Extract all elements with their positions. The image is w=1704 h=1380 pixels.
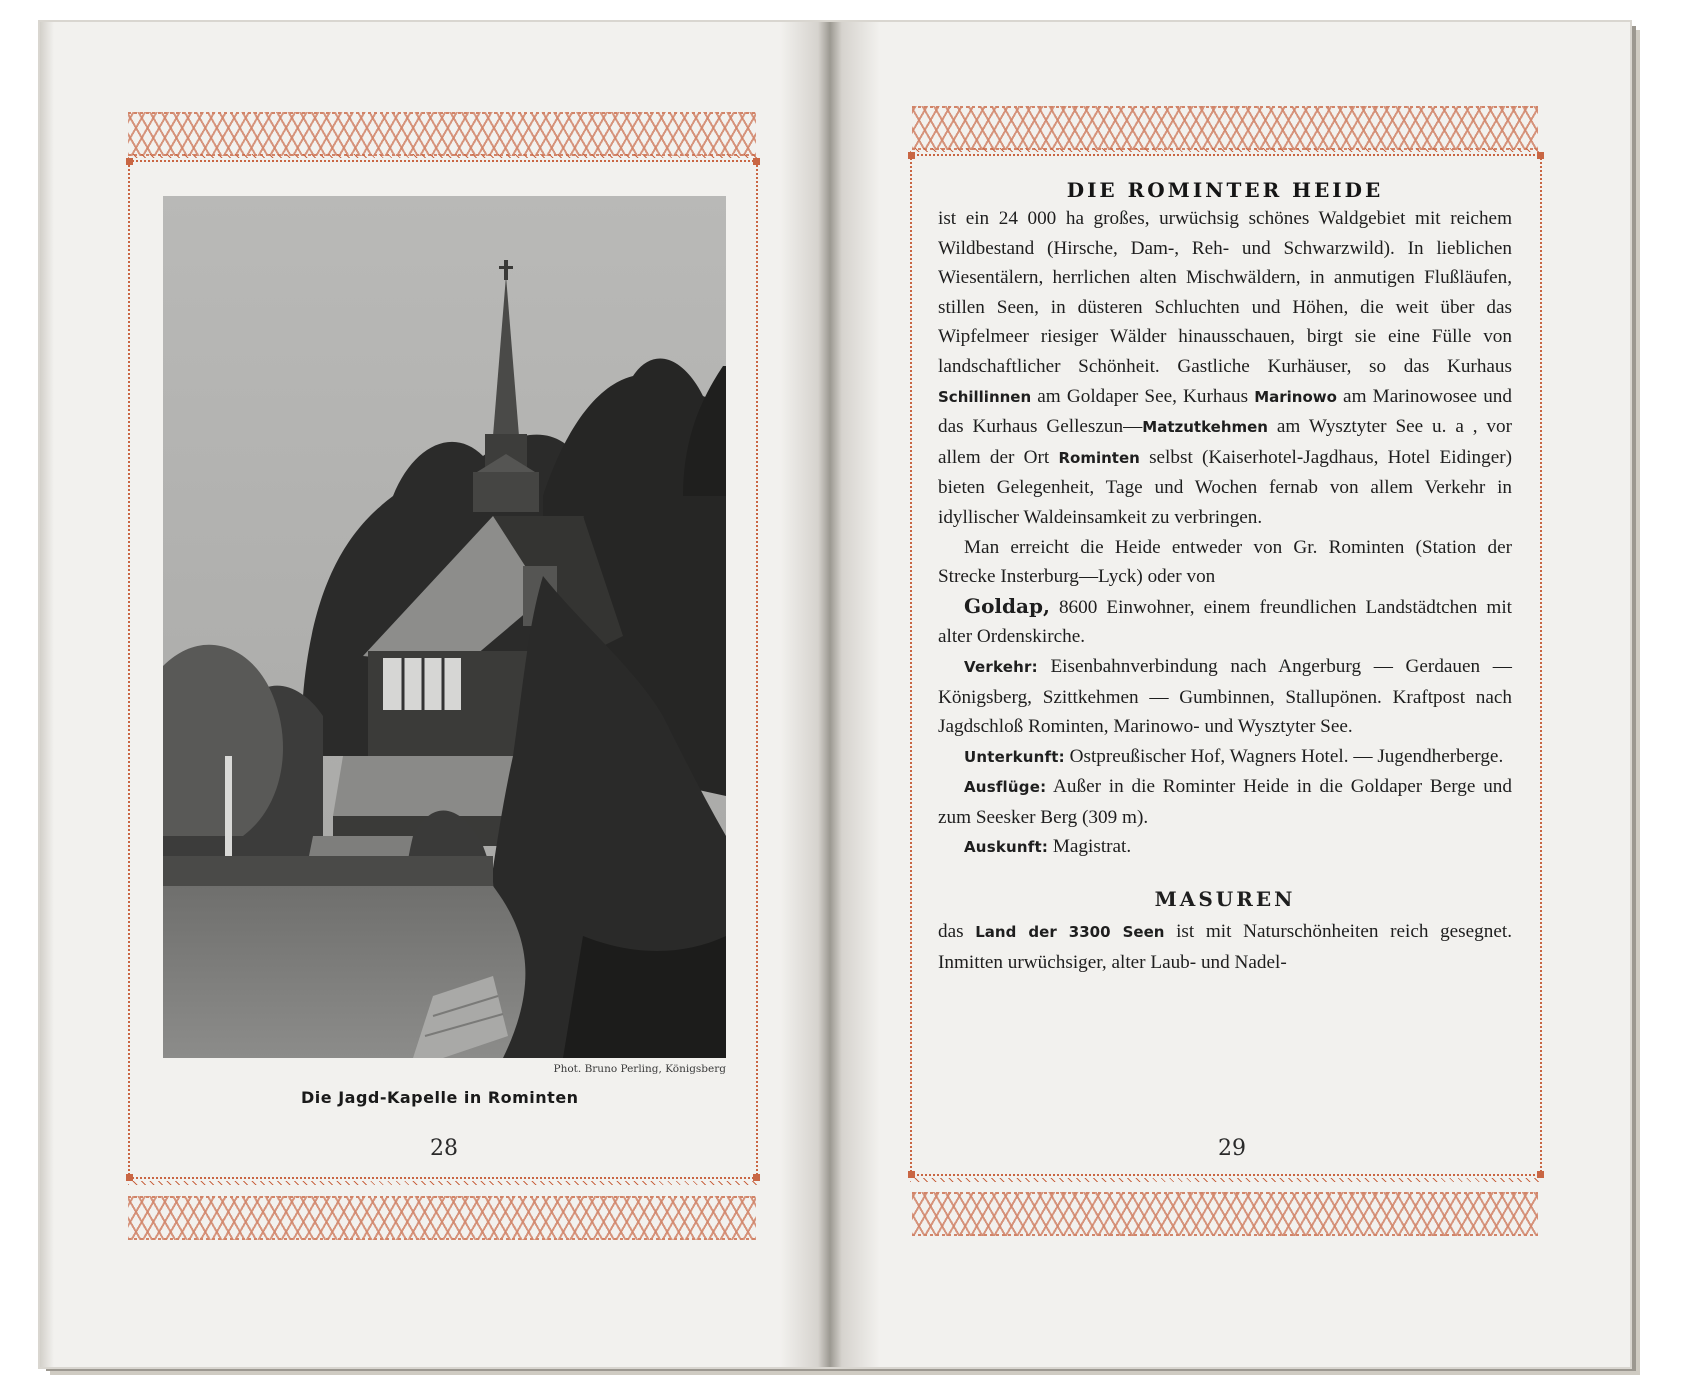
chapel-photo-image: [163, 196, 726, 1058]
frame-corner: [908, 1171, 915, 1178]
frame-corner: [126, 158, 133, 165]
place-name: Rominten: [1058, 448, 1140, 467]
paragraph-goldap: [938, 592, 1512, 652]
section-title-rominter-heide: DIE ROMINTER HEIDE: [1066, 178, 1384, 202]
info-unterkunft: [938, 742, 1512, 773]
text-run: selbst (Kaiserhotel-Jagdhaus, Hotel Eidinger) bieten Gelegenheit, Tage und Wochen fernab von allem Verkehr in idyllischer Waldeinsamkeit zu verbringen.: [938, 446, 1513, 528]
info-text: Eisenbahnverbindung nach Angerburg — Gerdauen — Königsberg, Szittkehmen — Gumbinnen, Stallupönen. Kraftpost nach Jagdschloß Rominten, Marinowo- und Wysztyter See.: [938, 655, 1512, 738]
frame-corner: [753, 158, 760, 165]
frame-corner: [753, 1174, 760, 1181]
frame-corner: [126, 1174, 133, 1181]
frame-corner: [1537, 152, 1544, 159]
paragraph-rominter-heide: [938, 204, 1512, 533]
info-label: Auskunft:: [964, 838, 1049, 857]
info-text: Außer in die Rominter Heide in die Goldaper Berge und zum Seesker Berg (309 m).: [938, 776, 1512, 828]
text-run: 8600 Einwohner, einem freundlichen Landstädtchen mit alter Ordenskirche.: [938, 596, 1512, 648]
book-gutter: [780, 22, 880, 1367]
info-text: Ostpreußischer Hof, Wagners Hotel. — Jugendherberge.: [1064, 745, 1504, 767]
info-verkehr: [938, 652, 1512, 742]
info-label: Ausflüge:: [964, 778, 1047, 797]
place-name: Matzutkehmen: [1142, 418, 1268, 437]
page-number-left: 28: [430, 1136, 458, 1161]
text-run: am Goldaper See, Kurhaus: [1031, 385, 1255, 407]
text-run: am Wysztyter See u. a , vor allem der Ort: [938, 416, 1512, 468]
frame-corner: [908, 152, 915, 159]
info-label: Unterkunft:: [964, 747, 1065, 766]
paragraph-masuren: [938, 917, 1512, 977]
chapel-photo: [163, 196, 726, 1058]
info-label: Verkehr:: [964, 657, 1038, 676]
text-run: ist mit Naturschönheiten reich gesegnet. Inmitten urwüchsiger, alter Laub- und Nadel-: [938, 921, 1512, 973]
section-title-masuren: MASUREN: [1154, 887, 1296, 912]
photo-credit: Phot. Bruno Perling, Königsberg: [553, 1063, 726, 1075]
paragraph-reach: Man erreicht die Heide entweder von Gr. Rominten (Station der Strecke Insterburg—Lyck) oder von: [938, 536, 1512, 588]
bottom-ornament-left: [128, 1196, 756, 1240]
bottom-ornament-right: [912, 1192, 1538, 1236]
info-text: Magistrat.: [1048, 836, 1132, 858]
town-name-goldap: Goldap,: [964, 593, 1050, 618]
info-auskunft: [938, 832, 1512, 863]
top-ornament-left: [128, 112, 756, 156]
text-run: am Marinowosee und das Kurhaus Gelleszun—: [938, 385, 1512, 438]
highlight-land-der-seen: Land der 3300 Seen: [975, 923, 1165, 942]
frame-corner: [1537, 1171, 1544, 1178]
top-ornament-right: [912, 106, 1538, 150]
place-name: Marinowo: [1254, 387, 1337, 406]
book-left-shadow: [40, 22, 54, 1367]
page-number-right: 29: [1218, 1136, 1246, 1161]
place-name: Schillinnen: [938, 387, 1032, 406]
text-run: das: [938, 921, 976, 943]
right-page-text: [938, 176, 1512, 977]
info-ausfluege: [938, 772, 1512, 832]
photo-caption: Die Jagd-Kapelle in Rominten: [301, 1088, 579, 1107]
text-run: ist ein 24 000 ha großes, urwüchsig schönes Waldgebiet mit reichem Wildbestand (Hirsche, Dam-, Reh- und Schwarzwild). In lieblichen Wiesentälern, herrlichen alten Mischwäldern, in anmutigen Flußläufen, stillen Seen, in düsteren Schluchten und Höhen, die weit über das Wipfelmeer riesiger Wälder hinausschauen, birgt sie eine Fülle von landschaftlicher Schönheit. Gastliche Kurhäuser, so das Kurhaus: [938, 208, 1512, 377]
